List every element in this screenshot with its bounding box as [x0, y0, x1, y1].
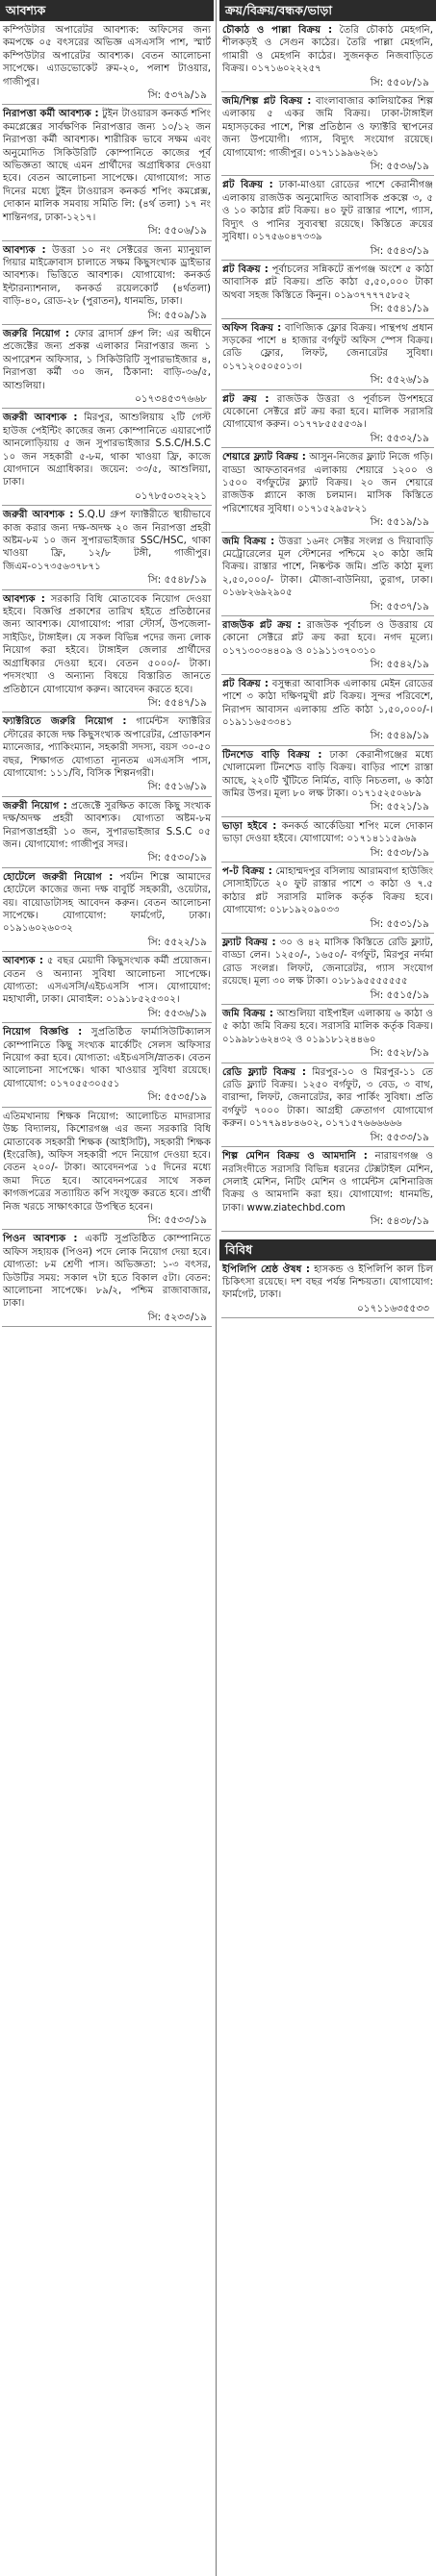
ad-text — [3, 593, 211, 696]
ad-body: বাণিজ্যিক ফ্লোর বিক্রয়। পান্থপথ প্রধান সড়কের পাশে ৪ হাজার বর্গফুট অফিস স্পেস বিক্রয়। রেডি ফ্লোর, লিফট, জেনারেটর সুবিধা। ০১৭১২০৫০৫০১৩। — [222, 322, 433, 372]
classified-ad — [0, 590, 214, 713]
ad-body: ঢাকা-মাওয়া রোডের পাশে কেরানীগঞ্জ এলাকায় রাজউক অনুমোদিত আবাসিক প্রকল্পে ৩, ৫ ও ১০ কাঠার প্লট বিক্রয়। ৪০ ফুট রাস্তার পাশে, গ্যাস, বিদ্যুৎ ও পানির সুব্যবস্থা রয়েছে। কিস্তিতে ক্রয়ের সুবিধা। ০১৭৫৬০৪৭৩৩৯ — [222, 180, 434, 243]
ad-text — [3, 509, 211, 573]
ad-body: প্রজেক্টে সুরক্ষিত কাজে কিছু সংখ্যক দক্ষ/অদক্ষ প্রহরী আবশ্যক। যোগ্যতা অষ্টম-৮ম নিরাপত্তাপ্রহরী ১০ জন, সুপারভাইজার S.S.C ০৫ জন। যোগাযোগ: গাজীপুর সদর। — [3, 800, 211, 850]
ad-reference-number: সি: ৫৫৪৩/১৯ — [370, 244, 429, 257]
ad-reference-number: সি: ৫৫৩২/১৯ — [370, 432, 429, 444]
classified-ad — [219, 533, 436, 615]
ad-reference-number: সি: ৫২৩৩/১৯ — [147, 1311, 207, 1323]
ad-reference-number: সি: ৫৫৩৬/১৯ — [370, 161, 429, 173]
classified-ad — [0, 241, 214, 324]
classified-ad — [0, 797, 214, 867]
ad-heading: পিওন আবশ্যক : — [3, 1234, 78, 1245]
ad-heading: চৌকাঠ ও পাল্লা বিক্রয় : — [222, 25, 333, 36]
property-section-header: ক্রয়/বিক্রয়/বন্ধক/ভাড়া — [219, 0, 436, 21]
classified-ad — [0, 868, 214, 951]
ad-text — [222, 937, 433, 988]
ad-text — [222, 536, 433, 600]
classified-ad — [219, 863, 436, 933]
ad-body: আসুন-নিজের ফ্ল্যাট নিজে গড়ি। বাড্ডা আফতাবনগর এলাকায় শেয়ারে ১২০০ ও ১৫০০ বর্গফুটের ফ্ল্যাট বিক্রয়। ২০ জন শেয়ারে রাজউক প্ল্যানে কাজ চলমান। মাসিক কিস্তিতে পরিশোধের সুবিধা। ০১৭১৫২৯৫৮২১ — [222, 452, 433, 514]
classified-ad — [219, 746, 436, 816]
ad-text — [3, 244, 211, 309]
ad-body: এতিমখানায় শিক্ষক নিয়োগ: আলোচিত মাদরাসার উচ্চ বিদ্যালয়, কিশোরগঞ্জ এর জন্য সরকারি বিধি মোতাবেক সহকারী শিক্ষক (আইসিটি), সহকারী শিক্ষক (ইংরেজি), অফিস সহকারী পদে নিয়োগ দেওয়া হবে। বেতন ২০০/- টাকা। আবেদনপত্র ১৫ দিনের মধ্যে জমা দিতে হবে। আবেদনপত্রের সাথে সকল কাগজপত্রের সত্যায়িত কপি সংযুক্ত করতে হবে। প্রার্থী নিজ খরচে সাক্ষাৎকারে উপস্থিত হবেন। — [3, 1111, 211, 1213]
ad-text — [222, 865, 433, 917]
ad-text — [222, 619, 433, 658]
classified-ad — [219, 934, 436, 1004]
ad-body: উত্তরা ১০ নং সেক্টরের জন্য ম্যানুয়াল গিয়ার মাইক্রোবাস চালাতে সক্ষম কিছুসংখ্যক ড্রাইভার আবশ্যক। ভিত্তিতে আবশ্যক। যোগাযোগ: কনকর্ড ইন্টারন্যাশনাল, কনকর্ড রয়েলকোর্ট (৪র্থতলা) বাড়ি-৪০, রোড-২৮ (পুরাতন), ধানমন্ডি, ঢাকা। — [3, 244, 211, 308]
ad-body: সরকারি বিধি মোতাবেক নিয়োগ দেওয়া হইবে। বিজ্ঞপ্তি প্রকাশের তারিখ হইতে প্রতিষ্ঠানের জন্য আবশ্যক। যোগাযোগ: পারা স্টোর্স, উপজেলা-সাইডিং, টাঙ্গাইল। যে সকল বিভিন্ন পদের জন্য লোক নিয়োগ করা হইবে। টাঙ্গাইল জেলার প্রার্থীদের অগ্রাধিকার দেওয়া হবে। বেতন ৫০০০/- টাকা। পদসংখ্যা ও অন্যান্য বিষয়ে বিস্তারিত জানতে প্রতিষ্ঠানে যোগাযোগ করুন। আবেদন করতে হবে। — [3, 593, 211, 695]
ad-body: মোহাম্মদপুর বসিলায় আরামবাগ হাউজিং সোসাইটিতে ২০ ফুট রাস্তার পাশে ৩ কাঠা ও ৭.৫ কাঠার প্লট সরাসরি মালিক কর্তৃক বিক্রয় হবে। যোগাযোগ: ০১৮১৯২০৯০৩৩ — [222, 865, 433, 916]
classified-ad — [219, 176, 436, 259]
misc-ad-list — [219, 1261, 436, 1319]
classified-ad — [219, 92, 436, 175]
ad-reference-number: সি: ৫৫৩৫/১৯ — [147, 1091, 207, 1104]
jobs-ad-list — [0, 21, 214, 1327]
ad-text — [222, 1066, 433, 1131]
classified-ad — [219, 390, 436, 448]
ad-text — [222, 24, 433, 76]
classified-ad — [0, 105, 214, 239]
ad-reference-number: ০১৭১১৬৩৫৫৩৩ — [356, 1302, 429, 1314]
ad-reference-number: সি: ৫৫২২/১৯ — [147, 936, 207, 948]
ad-body: গার্মেন্টস ফ্যাক্টরির স্টোরের কাজে দক্ষ কিছুসংখ্যক অপারেটর, প্রোডাকশন ম্যানেজার, প্যাকিংম্যান, সহকারী সদস্য, বয়স ৩০-৫০ বছর, শিক্ষাগত যোগ্যতা ন্যূনতম এসএসসি পাস, যোগাযোগ: ১১১/বি, বিসিক শিল্পনগরী। — [3, 716, 211, 779]
ad-body: রাজউক উত্তরা ও পূর্বাচল উপশহরে যেকোনো সেক্টরে প্লট ক্রয় করা হবে। মালিক সরাসরি যোগাযোগ করুন। ০১৭৭৮৫৫৫৫৩৯। — [222, 393, 433, 431]
ad-separator — [221, 1317, 434, 1318]
classified-ad — [219, 1005, 436, 1063]
ad-heading: জরুরী আবশ্যক : — [3, 413, 78, 424]
classified-ad — [0, 952, 214, 1022]
classified-ad — [0, 21, 214, 104]
ad-heading: জরুরী নিয়োগ : — [3, 800, 67, 812]
classified-ad — [219, 675, 436, 745]
ad-reference-number: ০১৭৩৪৫৩৭৬৬৮ — [134, 392, 207, 405]
ad-text — [222, 1263, 433, 1302]
ad-heading: রাজউক প্লট ক্রয় : — [222, 620, 301, 632]
ad-heading: প-ট বিক্রয় : — [222, 865, 272, 877]
ad-text — [3, 1111, 211, 1213]
classified-ad — [0, 506, 214, 588]
ad-body: পূর্বাচলের সন্নিকটে রূপগঞ্জ অংশে ৫ কাঠা আবাসিক প্লট বিক্রয়। প্রতি কাঠা ৫,৫০,০০০ টাকা অথবা সহজ কিস্তিতে কিনুন। ০১৯৩৭৭৭৭৫৮৫২ — [222, 263, 433, 301]
ad-body: একটি সুপ্রতিষ্ঠিত কোম্পানিতে অফিস সহায়ক (পিওন) পদে লোক নিয়োগ দেয়া হবে। যোগ্যতা: ৮ম শ্রেণী পাস। অভিজ্ঞতা: ১-৩ বৎসর, ডিউটির সময়: সকাল ৭টা হতে বিকাল ৫টা। বেতন: আলোচনা সাপেক্ষে। ৮৯/২, পশ্চিম রাজাবাজার, ঢাকা। — [3, 1234, 211, 1310]
ad-heading: জরুরী আবশ্যক : — [3, 510, 74, 521]
ad-heading: প্লট বিক্রয় : — [222, 180, 273, 191]
classified-ad — [219, 1063, 436, 1146]
ad-reference-number: সি: ৫৫৪২/১৯ — [370, 659, 429, 671]
ad-heading: ভাড়া হইবে : — [222, 820, 277, 832]
ad-heading: টিনশেড বাড়ি বিক্রয় : — [222, 749, 322, 761]
misc-section-header: বিবিধ — [219, 1239, 436, 1261]
ad-reference-number: সি: ৫৩৭৯/১৯ — [147, 89, 207, 102]
ad-reference-number: সি: ৫৫৩৭/১৯ — [370, 600, 429, 613]
ad-reference-number: সি: ৫৫২৬/১৯ — [370, 374, 429, 387]
ad-heading: রেডি ফ্ল্যাট বিক্রয় : — [222, 1066, 306, 1078]
ad-reference-number: সি: ৫৫৪৯/১৯ — [370, 730, 429, 742]
ad-reference-number: সি: ৫৫২১/১৯ — [370, 801, 429, 813]
ad-reference-number: সি: ৫৫৪৮/১৯ — [147, 574, 207, 587]
ad-reference-number: সি: ৫৫৩৩/১৯ — [370, 1131, 429, 1143]
classified-ad — [219, 319, 436, 389]
ad-body: উত্তরা ১৬নং সেক্টর সংলগ্ন ও দিয়াবাড়ি মেট্রোরেলের মূল স্টেশনের পশ্চিমে ২০ কাঠা জমি বিক্রয়। রাস্তার পাশে, নিষ্কণ্টক জমি। প্রতি কাঠা মূল্য ২,৫০,০০০/- টাকা। মৌজা-বাউনিয়া, তুরাগ, ঢাকা। ০১৬৮২৬৯২৯০৫ — [222, 536, 433, 599]
ad-text — [3, 955, 211, 1007]
ad-body: আশুলিয়া বাইপাইল এলাকায় ৬ কাঠা ও ৫ কাঠা জমি বিক্রয় হবে। সরাসরি মালিক কর্তৃক বিক্রয়। ০১৯৯৮১৬২৪৩২ ও ০১৯১৮১২৪৪৬০ — [222, 1009, 433, 1045]
ad-heading: প্লট বিক্রয় : — [222, 263, 269, 275]
ad-heading: জমি/শিল্প প্লট বিক্রয় : — [222, 96, 312, 108]
ad-reference-number: সি: ৫৫৩৮/১৯ — [370, 846, 429, 859]
ad-body: নারায়ণগঞ্জ ও নরসিংদীতে সরাসরি বিভিন্ন ধরনের টেক্সটাইল মেশিন, সেলাই মেশিন, নিটিং মেশিন ও গার্মেন্টস মেশিনারিজ বিক্রয় ও আমদানি করা হয়। যোগাযোগ: ধানমন্ডি, ঢাকা। www.ziatechbd.com — [222, 1151, 434, 1213]
ad-text — [3, 800, 211, 852]
classified-ad — [219, 261, 436, 318]
ad-body: কম্পিউটার অপারেটর আবশ্যক: অফিসের জন্য কমপক্ষে ০৫ বৎসরের অভিজ্ঞ এসএসসি পাশ, স্মার্ট কম্পিউটার অপারেটর আবশ্যক। বেতন আলোচনা সাপেক্ষে। এ্যাডভোকেট রুম-২০, পলাশ টাওয়ার, গাজীপুর। — [3, 25, 211, 88]
ad-body: হাসকন্ড ও ইপিলিপি কাল চিল চিকিৎসা রয়েছে। দশ বছর পর্যন্ত নিশ্চয়তা। যোগাযোগ: ফার্মগেট, ঢাকা। — [222, 1263, 433, 1301]
ad-text — [3, 1233, 211, 1310]
classified-ad — [0, 713, 214, 795]
ad-body: রাজউক পূর্বাচল ও উত্তরায় যে কোনো সেক্টরে প্লট ক্রয় করা হবে। নগদ মূল্যে। ০১৭১৩০৩৪৪০৯ ও ০১৯১১৩৭০৩১০ — [222, 620, 433, 657]
ad-text — [222, 393, 433, 432]
ad-reference-number: সি: ৫৫৪১/১৯ — [370, 303, 429, 315]
ad-text — [3, 715, 211, 780]
ad-body: S.Q.U গ্রুপ ফ্যাক্টরীতে স্থায়ীভাবে কাজ করার জন্য দক্ষ-অদক্ষ ২০ জন নিরাপত্তা প্রহরী অষ্টম-৮ম ১০ জন সুপারভাইজার SSC/HSC, থাকা খাওয়া ফ্রি, ১২/৮ টঙ্গী, গাজীপুর। জিএম-০১৭৩৫৬৩৭৮৭১ — [3, 510, 211, 572]
ad-heading: আবশ্যক : — [3, 593, 45, 605]
ad-reference-number: সি: ৫৪৩৮/১৯ — [370, 1215, 429, 1228]
ad-body: ঢাকা কেরানীগঞ্জের মধ্যে খোলামেলা টিনশেড বাড়ি বিক্রয়। বাড়ির পাশে রাস্তা আছে, ২২০টি খুঁটিতে নির্মিত, বাড়ি নিচতলা, ৬ কাঠা জমির উপর। মূল্য ৮০ লক্ষ টাকা। ০১৭১৫২৫০৬৮৯ — [222, 749, 433, 799]
ad-text — [3, 871, 211, 936]
ad-heading: শেয়ারে ফ্ল্যাট বিক্রয় : — [222, 452, 306, 463]
ad-text — [222, 820, 433, 846]
ad-body: মিরপুর, আশুলিয়ায় ২টি গেস্ট হাউজ পেইন্টিং কাজের জন্য কোম্পানিতে এয়ারপোর্ট আনলোড়িয়ায় ৫ জন সুপারভাইজার S.S.C/H.S.C ১০ জন সহকারী ৫-৮ম, থাকা খাওয়া ফ্রি, কাজে যোগদানে অগ্রাধিকার। জয়েন: ৩৩/৫, আশুলিয়া, ঢাকা। — [3, 413, 211, 488]
ad-text — [3, 328, 211, 392]
ad-text — [222, 95, 433, 160]
ad-reference-number: সি: ৫৫২৮/১৯ — [370, 1047, 429, 1060]
ad-heading: প্লট বিক্রয় : — [222, 678, 269, 689]
ad-text — [3, 24, 211, 88]
ad-heading: ইপিলিপি শ্রেষ্ঠ ঔষধ : — [222, 1263, 310, 1275]
classified-ad — [219, 616, 436, 674]
classified-ad — [219, 817, 436, 862]
ad-text — [222, 678, 433, 730]
ad-reference-number: সি: ৫৫১৫/১৯ — [370, 988, 429, 1001]
classified-ad — [0, 1230, 214, 1326]
column-divider — [216, 0, 217, 2576]
ad-heading: আবশ্যক : — [3, 956, 43, 967]
ad-text — [222, 263, 433, 302]
property-column — [219, 0, 436, 2576]
ad-body: বাংলাবাজার কালিয়াকৈর শিল্প এলাকায় ৫ একর জমি বিক্রয়। ঢাকা-টাঙ্গাইল মহাসড়কের পাশে, শিল্প প্রতিষ্ঠান ও ফ্যাক্টরি স্থাপনের জন্য উপযোগী। গ্যাস, বিদ্যুৎ সংযোগ রয়েছে। যোগাযোগ: গাজীপুর। ০১৭১১৯৯৬২৬১ — [222, 96, 433, 159]
ad-body: কনকর্ড আর্কেডিয়া শপিং মলে দোকান ভাড়া দেওয়া হইবে। যোগাযোগ: ০১৭১৪১১৫৯৬৯ — [222, 820, 433, 845]
ad-reference-number: ০১৭৮৫০৩২২২১ — [134, 489, 207, 502]
ad-body: তৈরি চৌকাঠ মেহগনি, শীলকড়ই ও সেগুন কাঠের। তৈরি পাল্লা মেহগনি, গামারী ও মেহগনি কাঠের। সুজনকৃত নিজবাড়িতে বিক্রয়। ০১৭১৬০২২২৫৭ — [222, 25, 433, 75]
ad-heading: শিল্প মেশিন বিক্রয় ও আমদানি : — [222, 1151, 368, 1163]
ad-reference-number: সি: ৫৫৩১/১৯ — [370, 917, 429, 930]
ad-reference-number: সি: ৫৫০৯/১৯ — [147, 309, 207, 321]
classified-ad — [0, 409, 214, 505]
property-ad-list — [219, 21, 436, 1232]
ad-body: টুইন টাওয়ারস কনকর্ড শপিং কমপ্লেক্সের সার্বক্ষণিক নিরাপত্তার জন্য ১০/১২ জন নিরাপত্তা কর্মী আবশ্যক। শারীরিক ভাবে সক্ষম এবং অনুমোদিত সিকিউরিটি কোম্পানিতে কাজের পূর্ব অভিজ্ঞতা আছে এমন প্রার্থীদের অগ্রাধিকার দেওয়া হবে। বেতন আলোচনা সাপেক্ষে। যোগাযোগ: সাত দিনের মধ্যে টুইন টাওয়ারস কনকর্ড শপিং কমপ্লেক্স, দোকান মালিক সমবায় সমিতি লি: (৪র্থ তলা) ১৭ নং শান্তিনগর, ঢাকা-১২১৭। — [3, 109, 211, 223]
ad-heading: ফ্যাক্টরিতে জরুরি নিয়োগ : — [3, 716, 127, 728]
ad-heading: আবশ্যক : — [3, 244, 46, 256]
ad-body: সুপ্রতিষ্ঠিত ফার্মাসিউটিক্যালস কোম্পানিতে কিছু সংখ্যক মার্কেটিং সেলস অফিসার নিয়োগ করা হবে। যোগ্যতা: এইচএসসি/স্নাতক। বেতন আলোচনা সাপেক্ষে। থাকা খাওয়ার সুবিধা রয়েছে। যোগাযোগ: ০১৭০৫৫৩০৫৫১ — [3, 1027, 212, 1089]
ad-text — [222, 1008, 433, 1046]
ad-reference-number: সি: ৫৫৩৬/১৯ — [147, 1007, 207, 1019]
ad-body: মিরপুর-১০ ও মিরপুর-১১ তে রেডি ফ্ল্যাট বিক্রয়। ১২৫০ বর্গফুট, ৩ বেড, ৩ বাথ, বারান্দা, লিফট, জেনারেটর, কার পার্কিং সুবিধা। প্রতি বর্গফুট ৭০০০ টাকা। আগ্রহী ক্রেতাগণ যোগাযোগ করুন। ০১৭৭৯৪৮৪৬০২, ০১৭১৫৭৬৬৬৬৬৬ — [222, 1066, 433, 1130]
ad-reference-number: সি: ৫৫৩৩/১৯ — [147, 1213, 207, 1226]
ad-body: ফোর ব্রাদার্স গ্রুপ লি: এর অধীনে প্রজেক্টের জন্য প্রকল্প এলাকার নিরাপত্তার জন্য ১ অপারেশন অফিসার, ১ সিকিউরিটি সুপারভাইজার ৪, নিরাপত্তা কর্মী ৩০ জন, ঠিকানা: বাড়ি-৩৬/৫, আশুলিয়া। — [3, 328, 212, 391]
jobs-column — [0, 0, 214, 2576]
classified-ad — [219, 1261, 436, 1318]
ad-separator — [2, 1326, 212, 1327]
ad-text — [3, 1026, 211, 1090]
ad-heading: অফিস বিক্রয় : — [222, 322, 282, 334]
ad-text — [3, 412, 211, 488]
ad-text — [222, 749, 433, 801]
ad-body: বসুন্ধরা আবাসিক এলাকায় মেইন রোডের পাশে ৩ কাঠা দক্ষিণমুখী প্লট বিক্রয়। সুন্দর পরিবেশে, নিরাপদ আবাসন এলাকায় প্রতি কাঠা ১,৫০,০০০/-। ০১৯১১৬৫৩৩৪১ — [222, 678, 433, 728]
ad-body: ৩০ ও ৪২ মাসিক কিস্তিতে রেডি ফ্ল্যাট, বাড্ডা লেন। ১২৫০/-, ১৬৫০/- বর্গফুট, মিরপুর নর্দমা রোড সংলগ্ন। লিফট, জেনারেটর, গ্যাস সংযোগ রয়েছে। মূল্য ৩০ লক্ষ টাকা। ০১৮১৯৫৫৫৫৫৫৫ — [222, 938, 433, 988]
ad-heading: জরুরি নিয়োগ : — [3, 328, 69, 339]
ad-heading: নিরাপত্তা কর্মী আবশ্যক : — [3, 109, 99, 120]
ad-reference-number: সি: ৫৫১৯/১৯ — [370, 516, 429, 529]
ad-text — [222, 322, 433, 374]
ad-heading: প্লট ক্রয় : — [222, 393, 269, 405]
ad-reference-number: সি: ৫৫১৬/১৯ — [147, 781, 207, 793]
classified-ad — [0, 1108, 214, 1230]
classified-ad — [0, 1023, 214, 1106]
classified-ad — [219, 448, 436, 531]
ad-reference-number: সি: ৫৫৪৭/১৯ — [147, 696, 207, 709]
ad-body: ৫ বছর মেয়াদী কিছুসংখ্যক কর্মী প্রয়োজন। বেতন ও অন্যান্য সুবিধা আলোচনা সাপেক্ষে। যোগ্যতা: এসএসসি/এইচএসসি পাস। যোগাযোগ: মহাখালী, ঢাকা। মোবাইল: ০১৯১৮৫২৫৩০২। — [3, 956, 211, 1006]
classified-ad — [219, 1147, 436, 1230]
ad-text — [222, 451, 433, 515]
ad-text — [222, 179, 433, 243]
ad-heading: নিয়োগ বিজ্ঞপ্তি : — [3, 1027, 83, 1038]
ad-body: পর্যটন শিল্পে আমাদের হোটেলে কাজের জন্য দক্ষ বাবুর্চি সহকারী, ওয়েটার, বয়। বায়োডাটাসহ আবেদন করুন। বেতন আলোচনা সাপেক্ষে। যোগাযোগ: ফার্মগেট, ঢাকা। ০১৯১৬০২৬০৩২ — [3, 871, 211, 935]
classified-ad — [219, 21, 436, 91]
jobs-section-header: আবশ্যক — [0, 0, 214, 21]
ad-reference-number: সি: ৫৫৩০/১৯ — [147, 852, 207, 864]
ad-heading: হোটেলে জরুরী নিয়োগ : — [3, 871, 114, 883]
ad-heading: জমি বিক্রয় : — [222, 1009, 273, 1020]
ad-separator — [221, 1231, 434, 1232]
ad-heading: জমি বিক্রয় : — [222, 536, 275, 547]
ad-heading: ফ্ল্যাট বিক্রয় : — [222, 938, 276, 948]
ad-text — [222, 1150, 433, 1214]
classified-ad — [0, 325, 214, 408]
ad-reference-number: সি: ৫৫০৬/১৯ — [147, 225, 207, 238]
ad-reference-number: সি: ৫৫০৮/১৯ — [370, 76, 429, 88]
ad-text — [3, 108, 211, 224]
